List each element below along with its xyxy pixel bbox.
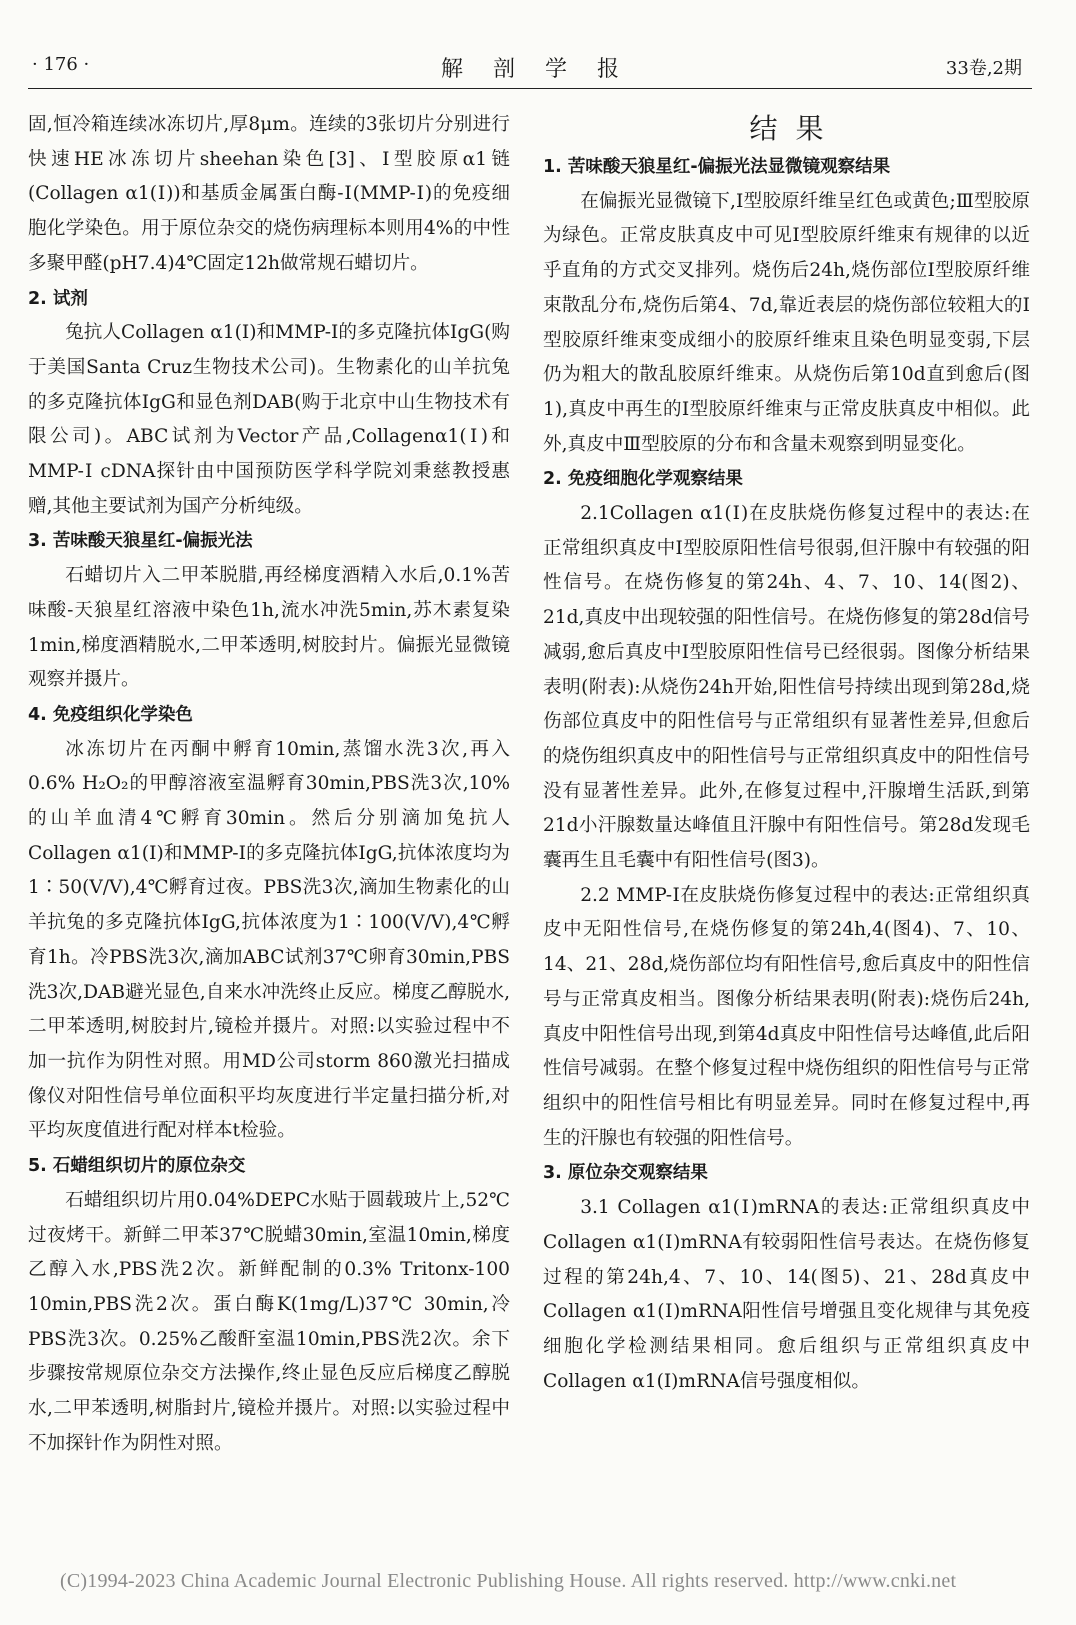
section-heading: 1. 苦味酸天狼星红-偏振光法显微镜观察结果 <box>543 157 891 177</box>
right-column <box>543 108 1030 1399</box>
paragraph: 固,恒冷箱连续冰冻切片,厚8μm。连续的3张切片分别进行快速HE冰冻切片sheehan染色[3]、Ⅰ型胶原α1链(Collagen α1(Ⅰ))和基质金属蛋白酶-Ⅰ(MMP-Ⅰ)的免疫细胞化学染色。用于原位杂交的烧伤病理标本则用4%的中性多聚甲醛(pH7.4)4℃固定12h做常规石蜡切片。 <box>28 114 510 274</box>
section-heading: 3. 苦味酸天狼星红-偏振光法 <box>28 531 253 552</box>
section-heading: 2. 免疫细胞化学观察结果 <box>543 469 743 490</box>
paragraph: 2.1Collagen α1(Ⅰ)在皮肤烧伤修复过程中的表达:在正常组织真皮中Ⅰ型胶原阳性信号很弱,但汗腺中有较强的阳性信号。在烧伤修复的第24h、4、7、10、14(图2)、21d,真皮中出现较强的阳性信号。在烧伤修复的第28d信号减弱,愈后真皮中Ⅰ型胶原阳性信号已经很弱。图像分析结果表明(附表):从烧伤24h开始,阳性信号持续出现到第28d,烧伤部位真皮中的阳性信号与正常组织有显著性差异,但愈后的烧伤组织真皮中的阳性信号与正常组织真皮中的阳性信号没有显著性差异。此外,在修复过程中,汗腺增生活跃,到第21d小汗腺数量达峰值且汗腺中有阳性信号。第28d发现毛囊再生且毛囊中有阳性信号(图3)。 <box>543 503 1030 872</box>
section-heading: 5. 石蜡组织切片的原位杂交 <box>28 1156 246 1177</box>
paragraph: 石蜡组织切片用0.04%DEPC水贴于圆载玻片上,52℃过夜烤干。新鲜二甲苯37℃脱蜡30min,室温10min,梯度乙醇入水,PBS洗2次。新鲜配制的0.3% Tritonx-100 10min,PBS洗2次。蛋白酶K(1mg/L)37℃ 30min,冷PBS洗3次。0.25%乙酸酐室温10min,PBS洗2次。余下步骤按常规原位杂交方法操作,终止显色反应后梯度乙醇脱水,二甲苯透明,树脂封片,镜检并摄片。对照:以实验过程中不加探针作为阴性对照。 <box>28 1189 510 1454</box>
left-column <box>28 108 510 1461</box>
journal-title: 解剖学报 <box>440 57 649 82</box>
paragraph: 石蜡切片入二甲苯脱腊,再经梯度酒精入水后,0.1%苦味酸-天狼星红溶液中染色1h,流水冲洗5min,苏木素复染1min,梯度酒精脱水,二甲苯透明,树胶封片。偏振光显微镜观察并摄片。 <box>28 565 510 691</box>
running-header <box>28 50 1032 89</box>
paragraph: 在偏振光显微镜下,Ⅰ型胶原纤维呈红色或黄色;Ⅲ型胶原为绿色。正常皮肤真皮中可见Ⅰ型胶原纤维束有规律的以近乎直角的方式交叉排列。烧伤后24h,烧伤部位Ⅰ型胶原纤维束散乱分布,烧伤后第4、7d,靠近表层的烧伤部位较粗大的Ⅰ型胶原纤维束变成细小的胶原纤维束且染色明显变弱,下层仍为粗大的散乱胶原纤维束。从烧伤后第10d直到愈后(图1),真皮中再生的Ⅰ型胶原纤维束与正常皮肤真皮中相似。此外,真皮中Ⅲ型胶原的分布和含量未观察到明显变化。 <box>543 190 1030 455</box>
results-title: 结果 <box>749 112 842 145</box>
section-heading: 2. 试剂 <box>28 288 88 309</box>
volume-issue: 33卷,2期 <box>945 58 1022 79</box>
paragraph: 3.1 Collagen α1(Ⅰ)mRNA的表达:正常组织真皮中Collagen α1(Ⅰ)mRNA有较弱阳性信号表达。在烧伤修复过程的第24h,4、7、10、14(图5)、21、28d真皮中Collagen α1(Ⅰ)mRNA阳性信号增强且变化规律与其免疫细胞化学检测结果相同。愈后组织与正常组织真皮中Collagen α1(Ⅰ)mRNA信号强度相似。 <box>543 1197 1030 1392</box>
paragraph: 2.2 MMP-Ⅰ在皮肤烧伤修复过程中的表达:正常组织真皮中无阳性信号,在烧伤修复的第24h,4(图4)、7、10、14、21、28d,烧伤部位均有阳性信号,愈后真皮中的阳性信号与正常真皮相当。图像分析结果表明(附表):烧伤后24h,真皮中阳性信号出现,到第4d真皮中阳性信号达峰值,此后阳性信号减弱。在整个修复过程中烧伤组织的阳性信号与正常组织中的阳性信号相比有明显差异。同时在修复过程中,再生的汗腺也有较强的阳性信号。 <box>543 884 1030 1149</box>
section-heading: 3. 原位杂交观察结果 <box>543 1163 708 1184</box>
page-number: · 176 · <box>32 54 90 75</box>
paragraph: 兔抗人Collagen α1(Ⅰ)和MMP-Ⅰ的多克隆抗体IgG(购于美国Santa Cruz生物技术公司)。生物素化的山羊抗兔的多克隆抗体IgG和显色剂DAB(购于北京中山生物技术有限公司)。ABC试剂为Vector产品,Collagenα1(Ⅰ)和MMP-Ⅰ cDNA探针由中国预防医学科学院刘秉慈教授惠赠,其他主要试剂为国产分析纯级。 <box>28 322 510 517</box>
paragraph: 冰冻切片在丙酮中孵育10min,蒸馏水洗3次,再入0.6% H₂O₂的甲醇溶液室温孵育30min,PBS洗3次,10%的山羊血清4℃孵育30min。然后分别滴加兔抗人Collagen α1(Ⅰ)和MMP-Ⅰ的多克隆抗体IgG,抗体浓度均为1∶50(V/V),4℃孵育过夜。PBS洗3次,滴加生物素化的山羊抗兔的多克隆抗体IgG,抗体浓度为1∶100(V/V),4℃孵育1h。冷PBS洗3次,滴加ABC试剂37℃卵育30min,PBS洗3次,DAB避光显色,自来水冲洗终止反应。梯度乙醇脱水,二甲苯透明,树胶封片,镜检并摄片。对照:以实验过程中不加一抗作为阴性对照。用MD公司storm 860激光扫描成像仪对阳性信号单位面积平均灰度进行半定量扫描分析,对平均灰度值进行配对样本t检验。 <box>28 738 510 1142</box>
section-heading: 4. 免疫组织化学染色 <box>28 704 193 725</box>
copyright-footer: (C)1994-2023 China Academic Journal Electronic Publishing House. All rights reserved. http://www.cnki.net <box>60 1570 957 1592</box>
